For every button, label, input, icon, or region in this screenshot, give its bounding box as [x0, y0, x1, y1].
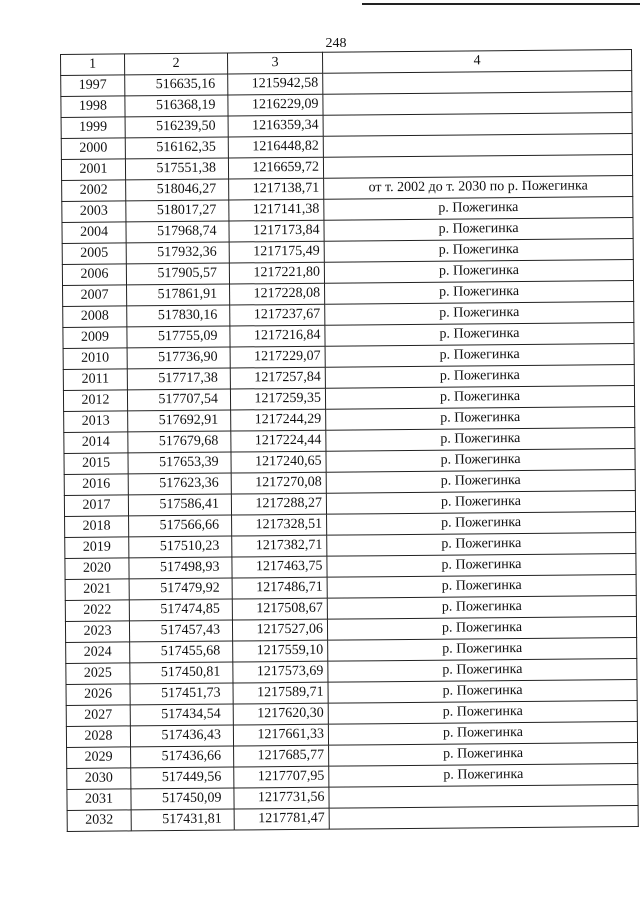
- x-coordinate-cell: 517510,23: [129, 536, 232, 558]
- description-cell: [329, 784, 638, 808]
- x-coordinate-cell: 517479,92: [129, 578, 232, 600]
- description-cell: р. Пожегинка: [325, 302, 634, 326]
- point-number-cell: 2003: [62, 201, 126, 223]
- description-cell: р. Пожегинка: [324, 197, 633, 221]
- y-coordinate-cell: 1217781,47: [234, 808, 329, 830]
- y-coordinate-cell: 1217259,35: [230, 388, 325, 410]
- x-coordinate-cell: 517707,54: [127, 389, 230, 411]
- y-coordinate-cell: 1217328,51: [232, 514, 327, 536]
- x-coordinate-cell: 517861,91: [127, 284, 230, 306]
- point-number-cell: 2004: [62, 222, 126, 244]
- description-cell: р. Пожегинка: [327, 595, 636, 619]
- description-cell: р. Пожегинка: [324, 239, 633, 263]
- x-coordinate-cell: 517586,41: [128, 494, 231, 516]
- x-coordinate-cell: 516162,35: [125, 137, 228, 159]
- x-coordinate-cell: 517551,38: [125, 158, 228, 180]
- y-coordinate-cell: 1217589,71: [233, 682, 328, 704]
- table-body: [61, 71, 639, 832]
- x-coordinate-cell: 517566,66: [129, 515, 232, 537]
- y-coordinate-cell: 1215942,58: [228, 73, 323, 95]
- x-coordinate-cell: 517968,74: [126, 221, 229, 243]
- description-cell: [329, 805, 638, 829]
- point-number-cell: 2030: [67, 768, 131, 790]
- point-number-cell: 2009: [63, 327, 127, 349]
- point-number-cell: 2011: [63, 369, 127, 391]
- y-coordinate-cell: 1217175,49: [229, 241, 324, 263]
- point-number-cell: 2020: [65, 558, 129, 580]
- point-number-cell: 2006: [62, 264, 126, 286]
- y-coordinate-cell: 1216229,09: [228, 94, 323, 116]
- description-cell: р. Пожегинка: [325, 344, 634, 368]
- description-cell: р. Пожегинка: [328, 679, 637, 703]
- x-coordinate-cell: 517434,54: [130, 704, 233, 726]
- description-cell: р. Пожегинка: [326, 448, 635, 472]
- y-coordinate-cell: 1217288,27: [231, 493, 326, 515]
- x-coordinate-cell: 516635,16: [125, 74, 228, 96]
- x-coordinate-cell: 517431,81: [131, 809, 234, 831]
- y-coordinate-cell: 1217270,08: [231, 472, 326, 494]
- x-coordinate-cell: 517436,66: [131, 746, 234, 768]
- description-cell: р. Пожегинка: [326, 490, 635, 514]
- point-number-cell: 2017: [64, 495, 128, 517]
- header-col-3: 3: [227, 52, 322, 74]
- x-coordinate-cell: 517451,73: [130, 683, 233, 705]
- y-coordinate-cell: 1216359,34: [228, 115, 323, 137]
- description-cell: р. Пожегинка: [327, 532, 636, 556]
- point-number-cell: 2016: [64, 474, 128, 496]
- x-coordinate-cell: 516239,50: [125, 116, 228, 138]
- description-cell: р. Пожегинка: [329, 742, 638, 766]
- point-number-cell: 2000: [61, 138, 125, 160]
- x-coordinate-cell: 516368,19: [125, 95, 228, 117]
- description-cell: р. Пожегинка: [324, 260, 633, 284]
- x-coordinate-cell: 517736,90: [127, 347, 230, 369]
- x-coordinate-cell: 517653,39: [128, 452, 231, 474]
- description-cell: р. Пожегинка: [329, 763, 638, 787]
- y-coordinate-cell: 1217508,67: [232, 598, 327, 620]
- x-coordinate-cell: 517450,81: [130, 662, 233, 684]
- y-coordinate-cell: 1217229,07: [230, 346, 325, 368]
- point-number-cell: 2027: [66, 705, 130, 727]
- y-coordinate-cell: 1217707,95: [234, 766, 329, 788]
- x-coordinate-cell: 517932,36: [126, 242, 229, 264]
- page-top-rule: [362, 3, 640, 5]
- description-cell: р. Пожегинка: [327, 511, 636, 535]
- y-coordinate-cell: 1217141,38: [229, 199, 324, 221]
- table-row: [67, 805, 638, 831]
- y-coordinate-cell: 1217463,75: [232, 556, 327, 578]
- point-number-cell: 2031: [67, 789, 131, 811]
- header-col-1: 1: [61, 54, 125, 76]
- point-number-cell: 2019: [65, 537, 129, 559]
- y-coordinate-cell: 1217173,84: [229, 220, 324, 242]
- y-coordinate-cell: 1217685,77: [234, 745, 329, 767]
- description-cell: [323, 113, 632, 137]
- x-coordinate-cell: 518017,27: [126, 200, 229, 222]
- point-number-cell: 2013: [64, 411, 128, 433]
- point-number-cell: 1997: [61, 75, 125, 97]
- description-cell: р. Пожегинка: [325, 281, 634, 305]
- description-cell: р. Пожегинка: [326, 427, 635, 451]
- y-coordinate-cell: 1217661,33: [233, 724, 328, 746]
- description-cell: р. Пожегинка: [325, 323, 634, 347]
- point-number-cell: 2023: [65, 621, 129, 643]
- header-col-4: 4: [322, 50, 631, 74]
- page-number: 248: [325, 36, 347, 51]
- point-number-cell: 2015: [64, 453, 128, 475]
- y-coordinate-cell: 1217244,29: [231, 409, 326, 431]
- description-cell: [323, 71, 632, 95]
- x-coordinate-cell: 517498,93: [129, 557, 232, 579]
- point-number-cell: 2024: [66, 642, 130, 664]
- point-number-cell: 2002: [62, 180, 126, 202]
- description-cell: р. Пожегинка: [328, 637, 637, 661]
- x-coordinate-cell: 517905,57: [126, 263, 229, 285]
- point-number-cell: 2018: [65, 516, 129, 538]
- x-coordinate-cell: 517474,85: [129, 599, 232, 621]
- x-coordinate-cell: 517436,43: [130, 725, 233, 747]
- point-number-cell: 2025: [66, 663, 130, 685]
- description-cell: р. Пожегинка: [328, 700, 637, 724]
- point-number-cell: 2007: [63, 285, 127, 307]
- point-number-cell: 2005: [62, 243, 126, 265]
- x-coordinate-cell: 517679,68: [128, 431, 231, 453]
- y-coordinate-cell: 1217573,69: [233, 661, 328, 683]
- point-number-cell: 2012: [63, 390, 127, 412]
- x-coordinate-cell: 517455,68: [130, 641, 233, 663]
- header-col-2: 2: [125, 53, 228, 75]
- point-number-cell: 2014: [64, 432, 128, 454]
- y-coordinate-cell: 1216448,82: [228, 136, 323, 158]
- description-cell: р. Пожегинка: [325, 385, 634, 409]
- y-coordinate-cell: 1217224,44: [231, 430, 326, 452]
- point-number-cell: 1999: [61, 117, 125, 139]
- description-cell: р. Пожегинка: [327, 553, 636, 577]
- description-cell: р. Пожегинка: [328, 658, 637, 682]
- point-number-cell: 2022: [65, 600, 129, 622]
- point-number-cell: 2010: [63, 348, 127, 370]
- point-number-cell: 1998: [61, 96, 125, 118]
- point-number-cell: 2001: [61, 159, 125, 181]
- x-coordinate-cell: 518046,27: [126, 179, 229, 201]
- y-coordinate-cell: 1217559,10: [233, 640, 328, 662]
- y-coordinate-cell: 1217240,65: [231, 451, 326, 473]
- x-coordinate-cell: 517755,09: [127, 326, 230, 348]
- description-cell: [323, 92, 632, 116]
- description-cell: [323, 155, 632, 179]
- y-coordinate-cell: 1217257,84: [230, 367, 325, 389]
- point-number-cell: 2029: [67, 747, 131, 769]
- description-cell: р. Пожегинка: [327, 616, 636, 640]
- x-coordinate-cell: 517692,91: [128, 410, 231, 432]
- x-coordinate-cell: 517717,38: [127, 368, 230, 390]
- description-cell: р. Пожегинка: [328, 721, 637, 745]
- point-number-cell: 2026: [66, 684, 130, 706]
- coordinates-table: [60, 49, 639, 832]
- x-coordinate-cell: 517450,09: [131, 788, 234, 810]
- description-cell: р. Пожегинка: [326, 406, 635, 430]
- y-coordinate-cell: 1216659,72: [228, 157, 323, 179]
- point-number-cell: 2021: [65, 579, 129, 601]
- y-coordinate-cell: 1217620,30: [233, 703, 328, 725]
- description-cell: р. Пожегинка: [325, 365, 634, 389]
- x-coordinate-cell: 517457,43: [129, 620, 232, 642]
- y-coordinate-cell: 1217237,67: [230, 304, 325, 326]
- description-cell: р. Пожегинка: [327, 574, 636, 598]
- y-coordinate-cell: 1217138,71: [229, 178, 324, 200]
- description-cell: р. Пожегинка: [326, 469, 635, 493]
- description-cell: [323, 134, 632, 158]
- x-coordinate-cell: 517830,16: [127, 305, 230, 327]
- x-coordinate-cell: 517449,56: [131, 767, 234, 789]
- y-coordinate-cell: 1217731,56: [234, 787, 329, 809]
- point-number-cell: 2028: [66, 726, 130, 748]
- y-coordinate-cell: 1217221,80: [229, 262, 324, 284]
- y-coordinate-cell: 1217216,84: [230, 325, 325, 347]
- point-number-cell: 2008: [63, 306, 127, 328]
- y-coordinate-cell: 1217527,06: [232, 619, 327, 641]
- x-coordinate-cell: 517623,36: [128, 473, 231, 495]
- description-cell: от т. 2002 до т. 2030 по р. Пожегинка: [324, 176, 633, 200]
- point-number-cell: 2032: [67, 810, 131, 832]
- description-cell: р. Пожегинка: [324, 218, 633, 242]
- y-coordinate-cell: 1217228,08: [230, 283, 325, 305]
- y-coordinate-cell: 1217486,71: [232, 577, 327, 599]
- y-coordinate-cell: 1217382,71: [232, 535, 327, 557]
